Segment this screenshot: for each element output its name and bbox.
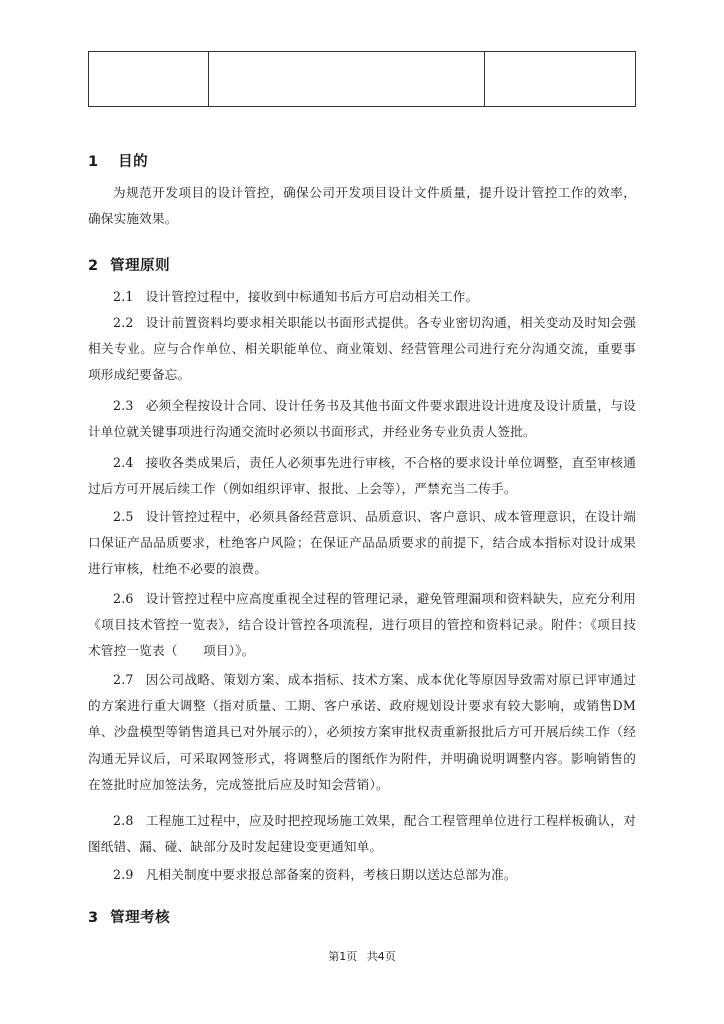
clause-number: 2.6 <box>113 591 134 606</box>
clause-number: 2.3 <box>113 398 134 413</box>
clause-number: 2.2 <box>113 315 134 330</box>
section-title: 管理原则 <box>110 258 171 274</box>
clause-paragraph <box>88 586 636 665</box>
page-footer <box>0 948 724 964</box>
clause-paragraph <box>88 310 636 389</box>
clause-text: 设计前置资料均要求相关职能以书面形式提供。各专业密切沟通，相关变动及时知会强相关专业。应与合作单位、相关职能单位、商业策划、经营管理公司进行充分沟通交流，重要事项形成纪要备忘。 <box>88 315 636 383</box>
section-title: 目的 <box>118 154 149 170</box>
clause-number: 2.5 <box>113 509 134 524</box>
section-number: 1 <box>88 154 99 170</box>
section-title: 管理考核 <box>110 910 171 926</box>
clause-paragraph <box>88 450 636 502</box>
clause-paragraph <box>88 808 636 860</box>
clause-number: 2.1 <box>113 289 134 304</box>
clause-text: 工程施工过程中，应及时把控现场施工效果，配合工程管理单位进行工程样板确认，对图纸错、漏、碰、缺部分及时发起建设变更通知单。 <box>88 813 636 855</box>
clause-text: 必须全程按设计合同、设计任务书及其他书面文件要求跟进设计进度及设计质量，与设计单位就关键事项进行沟通交流时必须以书面形式，并经业务专业负责人签批。 <box>88 398 636 440</box>
clause-paragraph <box>88 284 636 310</box>
clause-number: 2.9 <box>113 867 134 882</box>
section-heading-assessment <box>88 906 170 927</box>
header-table <box>88 51 636 107</box>
clause-paragraph <box>88 667 636 798</box>
page-number: 第1页 <box>328 950 358 963</box>
clause-paragraph <box>88 862 636 888</box>
clause-text: 凡相关制度中要求报总部备案的资料，考核日期以送达总部为准。 <box>145 867 517 882</box>
header-cell <box>89 52 209 106</box>
clause-text: 因公司战略、策划方案、成本指标、技术方案、成本优化等原因导致需对原已评审通过的方案进行重大调整（指对质量、工期、客户承诺、政府规划设计要求有较大影响，或销售DM单、沙盘模型等销售道具已对外展示的），必须按方案审批权责重新报批后方可开展后续工作（经沟通无异议后，可采取网签形式，将调整后的图纸作为附件，并明确说明调整内容。影响销售的在签批时应加签法务，完成签批后应及时知会营销）。 <box>88 672 636 792</box>
clause-paragraph <box>88 393 636 445</box>
page-total: 共4页 <box>366 950 396 963</box>
clause-number: 2.8 <box>113 813 134 828</box>
header-cell <box>209 52 485 106</box>
clause-text: 设计管控过程中，接收到中标通知书后方可启动相关工作。 <box>145 289 479 304</box>
purpose-paragraph: 为规范开发项目的设计管控，确保公司开发项目设计文件质量，提升设计管控工作的效率，确保实施效果。 <box>88 185 636 227</box>
clause-number: 2.7 <box>113 672 134 687</box>
section-heading-purpose <box>88 150 148 171</box>
clause-text: 接收各类成果后，责任人必须事先进行审核，不合格的要求设计单位调整，直至审核通过后方可开展后续工作（例如组织评审、报批、上会等），严禁充当二传手。 <box>88 455 636 497</box>
section-heading-principles <box>88 254 170 275</box>
clause-number: 2.4 <box>113 455 134 470</box>
clause-paragraph <box>88 504 636 583</box>
section-number: 2 <box>88 258 99 274</box>
header-cell <box>485 52 635 106</box>
clause-text: 设计管控过程中应高度重视全过程的管理记录，避免管理漏项和资料缺失，应充分利用《项目技术管控一览表》，结合设计管控各项流程，进行项目的管控和资料记录。附件：《项目技术管控一览表（ 项目）》。 <box>88 591 636 659</box>
clause-text: 设计管控过程中，必须具备经营意识、品质意识、客户意识、成本管理意识，在设计端口保证产品品质要求，杜绝客户风险；在保证产品品质要求的前提下，结合成本指标对设计成果进行审核，杜绝不必要的浪费。 <box>88 509 636 577</box>
section-number: 3 <box>88 910 99 926</box>
